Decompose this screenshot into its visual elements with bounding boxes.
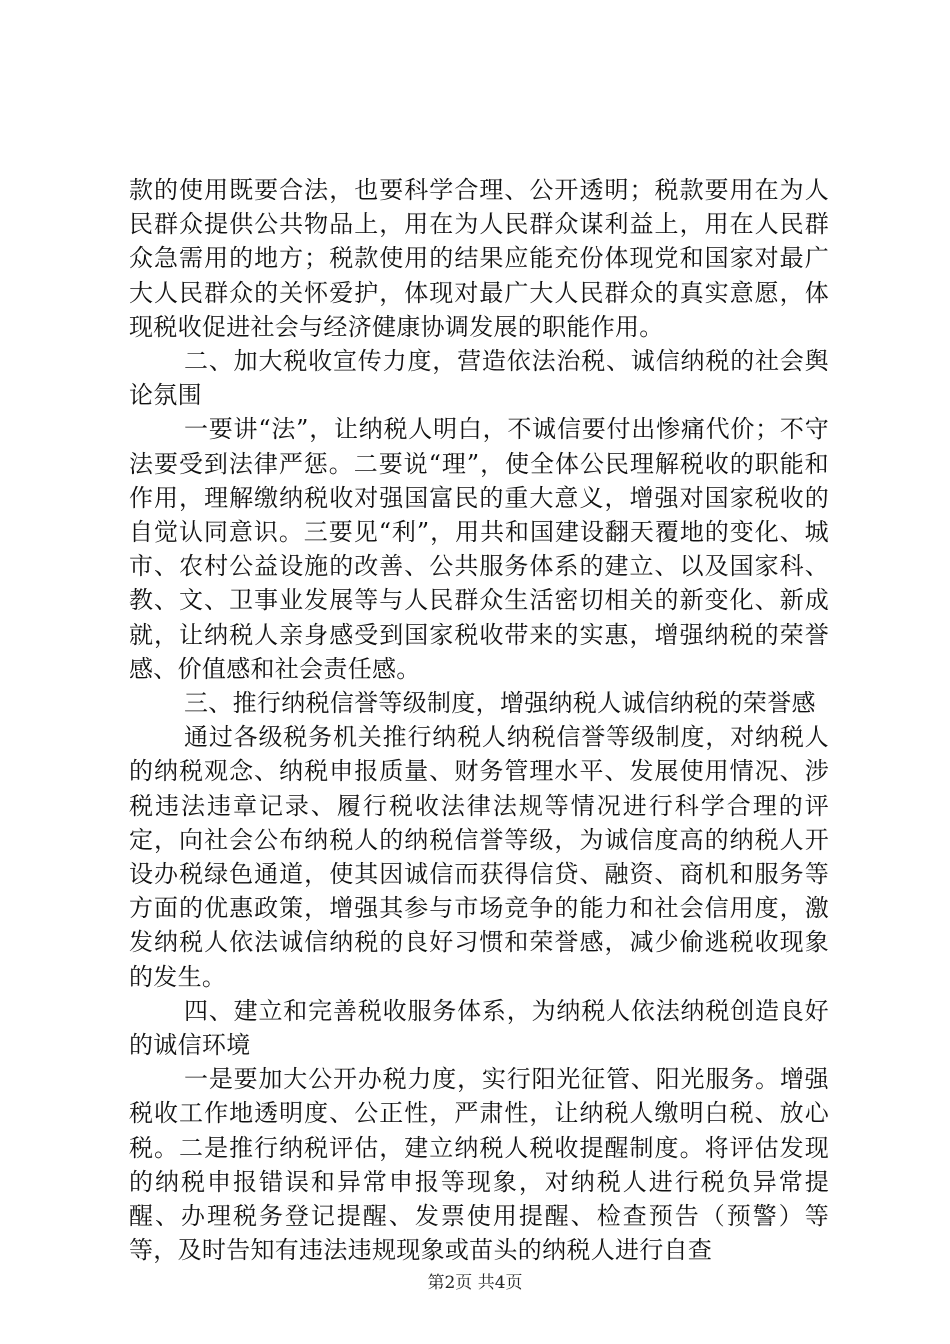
section-heading-3: 三、推行纳税信誉等级制度，增强纳税人诚信纳税的荣誉感 — [184, 689, 816, 718]
paragraph-7: 一是要加大公开办税力度，实行阳光征管、阳光服务。增强税收工作地透明度、公正性，严肃性，让纳税人缴明白税、放心税。二是推行纳税评估，建立纳税人税收提醒制度。将评估发现的纳税申报错误和异常申报等现象，对纳税人进行税负异常提醒、办理税务登记提醒、发票使用提醒、检查预告（预警）等等，及时告知有违法违规现象或苗头的纳税人进行自查 — [129, 1065, 829, 1265]
document-body — [129, 173, 829, 1268]
section-heading-4: 四、建立和完善税收服务体系，为纳税人依法纳税创造良好的诚信环境 — [129, 996, 829, 1060]
paragraph-5: 通过各级税务机关推行纳税人纳税信誉等级制度，对纳税人的纳税观念、纳税申报质量、财务管理水平、发展使用情况、涉税违法违章记录、履行税收法律法规等情况进行科学合理的评定，向社会公布纳税人的纳税信誉等级，为诚信度高的纳税人开设办税绿色通道，使其因诚信而获得信贷、融资、商机和服务等方面的优惠政策，增强其参与市场竞争的能力和社会信用度，激发纳税人依法诚信纳税的良好习惯和荣誉感，减少偷逃税收现象的发生。 — [129, 723, 829, 991]
paragraph-3: 一要讲“法”，让纳税人明白，不诚信要付出惨痛代价；不守法要受到法律严惩。二要说“理”，使全体公民理解税收的职能和作用，理解缴纳税收对强国富民的重大意义，增强对国家税收的自觉认同意识。三要见“利”，用共和国建设翻天覆地的变化、城市、农村公益设施的改善、公共服务体系的建立、以及国家科、教、文、卫事业发展等与人民群众生活密切相关的新变化、新成就，让纳税人亲身感受到国家税收带来的实惠，增强纳税的荣誉感、价值感和社会责任感。 — [129, 415, 829, 683]
page-number-footer: 第2页 共4页 — [427, 1273, 523, 1293]
paragraph-1: 款的使用既要合法，也要科学合理、公开透明；税款要用在为人民群众提供公共物品上，用在为人民群众谋利益上，用在人民群众急需用的地方；税款使用的结果应能充份体现党和国家对最广大人民群众的关怀爱护，体现对最广大人民群众的真实意愿，体现税收促进社会与经济健康协调发展的职能作用。 — [129, 176, 829, 341]
section-heading-2: 二、加大税收宣传力度，营造依法治税、诚信纳税的社会舆论氛围 — [129, 347, 829, 410]
